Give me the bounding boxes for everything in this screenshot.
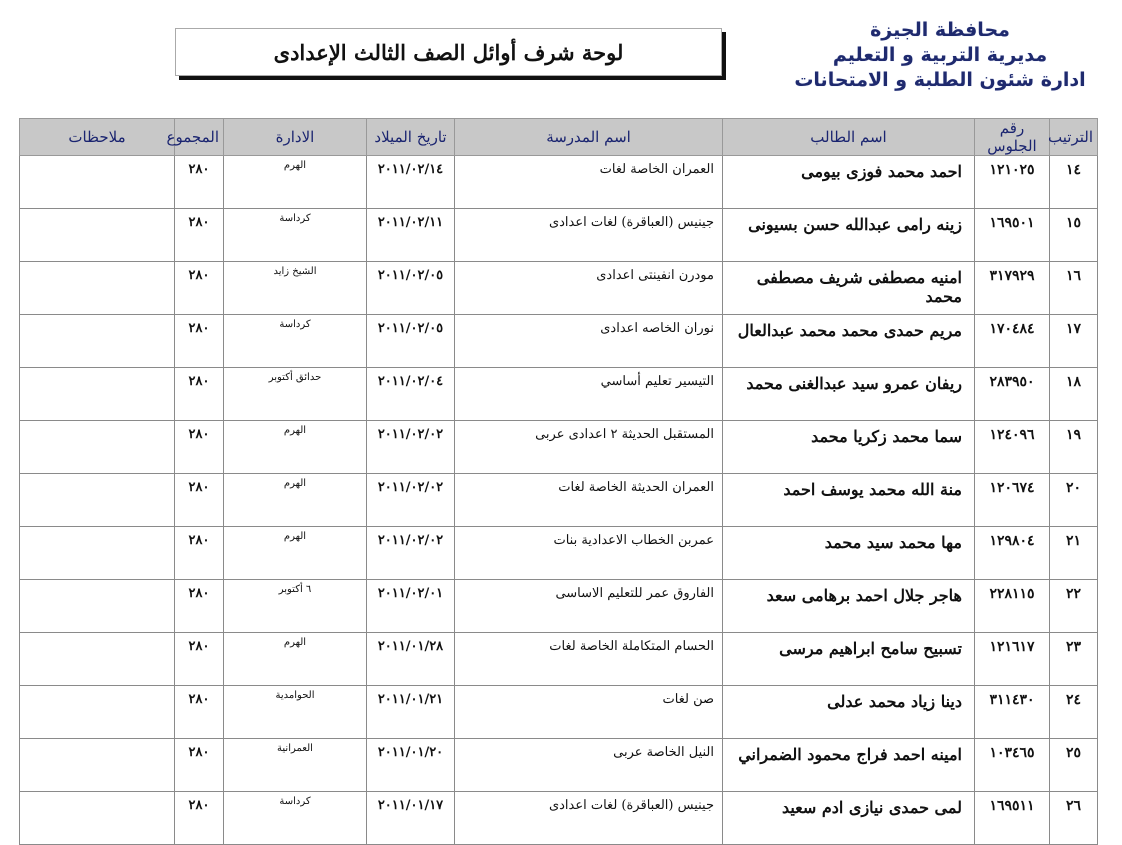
cell-student-name: هاجر جلال احمد برهامى سعد (723, 580, 975, 633)
honor-roll-table (19, 118, 1098, 845)
cell-administration: ٦ أكتوبر (224, 580, 367, 633)
cell-birth-date: ٢٠١١/٠٢/١١ (367, 209, 455, 262)
cell-rank: ٢٥ (1050, 739, 1098, 792)
cell-rank: ٢١ (1050, 527, 1098, 580)
cell-school-name: العمران الحديثة الخاصة لغات (455, 474, 723, 527)
cell-administration: كرداسة (224, 315, 367, 368)
cell-total: ٢٨٠ (175, 633, 224, 686)
cell-birth-date: ٢٠١١/٠٢/٠١ (367, 580, 455, 633)
cell-birth-date: ٢٠١١/٠١/١٧ (367, 792, 455, 845)
col-header-school-name: اسم المدرسة (455, 119, 723, 156)
cell-total: ٢٨٠ (175, 739, 224, 792)
cell-seat-number: ١٢٠٦٧٤ (975, 474, 1050, 527)
cell-birth-date: ٢٠١١/٠١/٢١ (367, 686, 455, 739)
org-department: ادارة شئون الطلبة و الامتحانات (794, 69, 1086, 91)
cell-notes (20, 156, 175, 209)
page-title-box (175, 28, 722, 76)
cell-student-name: امينه احمد فراج محمود الضمراني (723, 739, 975, 792)
cell-notes (20, 739, 175, 792)
cell-notes (20, 527, 175, 580)
table-row (20, 474, 1098, 527)
page-title: لوحة شرف أوائل الصف الثالث الإعدادى (273, 39, 624, 65)
table-row (20, 739, 1098, 792)
org-directorate: مديرية التربية و التعليم (832, 44, 1048, 66)
cell-seat-number: ١٢١٦١٧ (975, 633, 1050, 686)
table-row (20, 527, 1098, 580)
table-row (20, 156, 1098, 209)
cell-total: ٢٨٠ (175, 474, 224, 527)
cell-seat-number: ٣١٧٩٢٩ (975, 262, 1050, 315)
cell-birth-date: ٢٠١١/٠٢/٠٢ (367, 474, 455, 527)
table-row (20, 686, 1098, 739)
cell-birth-date: ٢٠١١/٠٢/٠٢ (367, 421, 455, 474)
cell-school-name: النيل الخاصة عربى (455, 739, 723, 792)
cell-student-name: تسبيح سامح ابراهيم مرسى (723, 633, 975, 686)
cell-student-name: لمى حمدى نيازى ادم سعيد (723, 792, 975, 845)
cell-administration: الهرم (224, 527, 367, 580)
cell-administration: الشيخ زايد (224, 262, 367, 315)
cell-seat-number: ١٢٤٠٩٦ (975, 421, 1050, 474)
cell-birth-date: ٢٠١١/٠٢/٠٥ (367, 315, 455, 368)
table-row (20, 315, 1098, 368)
cell-school-name: جينيس (العباقرة) لغات اعدادى (455, 209, 723, 262)
cell-seat-number: ٢٢٨١١٥ (975, 580, 1050, 633)
cell-birth-date: ٢٠١١/٠٢/٠٥ (367, 262, 455, 315)
cell-notes (20, 474, 175, 527)
cell-student-name: زينه رامى عبدالله حسن بسيونى (723, 209, 975, 262)
cell-rank: ٢٢ (1050, 580, 1098, 633)
cell-seat-number: ١٧٠٤٨٤ (975, 315, 1050, 368)
col-header-birth-date: تاريخ الميلاد (367, 119, 455, 156)
cell-notes (20, 421, 175, 474)
table-row (20, 633, 1098, 686)
cell-school-name: جينيس (العباقرة) لغات اعدادى (455, 792, 723, 845)
cell-rank: ٢٤ (1050, 686, 1098, 739)
col-header-administration: الادارة (224, 119, 367, 156)
cell-seat-number: ١٠٣٤٦٥ (975, 739, 1050, 792)
cell-total: ٢٨٠ (175, 262, 224, 315)
cell-school-name: عمربن الخطاب الاعدادية بنات (455, 527, 723, 580)
cell-rank: ٢٣ (1050, 633, 1098, 686)
cell-student-name: احمد محمد فوزى بيومى (723, 156, 975, 209)
cell-student-name: امنيه مصطفى شريف مصطفى محمد (723, 262, 975, 315)
cell-rank: ١٨ (1050, 368, 1098, 421)
cell-total: ٢٨٠ (175, 580, 224, 633)
cell-birth-date: ٢٠١١/٠١/٢٠ (367, 739, 455, 792)
cell-birth-date: ٢٠١١/٠٢/١٤ (367, 156, 455, 209)
col-header-seat-number: رقم الجلوس (975, 119, 1050, 156)
cell-administration: كرداسة (224, 792, 367, 845)
cell-total: ٢٨٠ (175, 527, 224, 580)
cell-birth-date: ٢٠١١/٠٢/٠٤ (367, 368, 455, 421)
col-header-total: المجموع (175, 119, 224, 156)
cell-school-name: المستقبل الحديثة ٢ اعدادى عربى (455, 421, 723, 474)
cell-administration: حدائق أكتوبر (224, 368, 367, 421)
cell-total: ٢٨٠ (175, 315, 224, 368)
col-header-rank: الترتيب (1050, 119, 1098, 156)
cell-rank: ١٧ (1050, 315, 1098, 368)
cell-school-name: العمران الخاصة لغات (455, 156, 723, 209)
table-row (20, 262, 1098, 315)
cell-school-name: صن لغات (455, 686, 723, 739)
cell-administration: الهرم (224, 421, 367, 474)
cell-student-name: مها محمد سيد محمد (723, 527, 975, 580)
cell-notes (20, 633, 175, 686)
cell-notes (20, 368, 175, 421)
table-row (20, 368, 1098, 421)
cell-seat-number: ١٦٩٥١١ (975, 792, 1050, 845)
cell-notes (20, 315, 175, 368)
col-header-notes: ملاحظات (20, 119, 175, 156)
cell-school-name: مودرن انفينتى اعدادى (455, 262, 723, 315)
cell-administration: الهرم (224, 633, 367, 686)
cell-seat-number: ٣١١٤٣٠ (975, 686, 1050, 739)
cell-notes (20, 262, 175, 315)
cell-total: ٢٨٠ (175, 421, 224, 474)
cell-notes (20, 686, 175, 739)
cell-school-name: التيسير تعليم أساسي (455, 368, 723, 421)
cell-notes (20, 209, 175, 262)
cell-administration: الحوامدية (224, 686, 367, 739)
cell-administration: الهرم (224, 156, 367, 209)
col-header-student-name: اسم الطالب (723, 119, 975, 156)
cell-notes (20, 792, 175, 845)
cell-rank: ١٤ (1050, 156, 1098, 209)
cell-seat-number: ١٢١٠٢٥ (975, 156, 1050, 209)
table-row (20, 209, 1098, 262)
cell-rank: ٢٠ (1050, 474, 1098, 527)
cell-birth-date: ٢٠١١/٠٢/٠٢ (367, 527, 455, 580)
cell-rank: ١٦ (1050, 262, 1098, 315)
cell-total: ٢٨٠ (175, 209, 224, 262)
cell-rank: ١٩ (1050, 421, 1098, 474)
cell-rank: ١٥ (1050, 209, 1098, 262)
cell-birth-date: ٢٠١١/٠١/٢٨ (367, 633, 455, 686)
cell-student-name: منة الله محمد يوسف احمد (723, 474, 975, 527)
cell-notes (20, 580, 175, 633)
table-row (20, 792, 1098, 845)
organization-header (790, 18, 1090, 93)
cell-seat-number: ٢٨٣٩٥٠ (975, 368, 1050, 421)
cell-total: ٢٨٠ (175, 368, 224, 421)
table-row (20, 421, 1098, 474)
cell-student-name: ريفان عمرو سيد عبدالغنى محمد (723, 368, 975, 421)
table-row (20, 580, 1098, 633)
cell-administration: كرداسة (224, 209, 367, 262)
cell-rank: ٢٦ (1050, 792, 1098, 845)
cell-school-name: الفاروق عمر للتعليم الاساسى (455, 580, 723, 633)
cell-seat-number: ١٦٩٥٠١ (975, 209, 1050, 262)
cell-school-name: الحسام المتكاملة الخاصة لغات (455, 633, 723, 686)
table-header-row (20, 119, 1098, 156)
cell-total: ٢٨٠ (175, 686, 224, 739)
cell-total: ٢٨٠ (175, 156, 224, 209)
cell-administration: العمرانية (224, 739, 367, 792)
cell-total: ٢٨٠ (175, 792, 224, 845)
cell-student-name: سما محمد زكريا محمد (723, 421, 975, 474)
cell-student-name: دينا زياد محمد عدلى (723, 686, 975, 739)
cell-seat-number: ١٢٩٨٠٤ (975, 527, 1050, 580)
cell-school-name: نوران الخاصه اعدادى (455, 315, 723, 368)
cell-administration: الهرم (224, 474, 367, 527)
cell-student-name: مريم حمدى محمد محمد عبدالعال (723, 315, 975, 368)
org-governorate: محافظة الجيزة (870, 19, 1010, 41)
